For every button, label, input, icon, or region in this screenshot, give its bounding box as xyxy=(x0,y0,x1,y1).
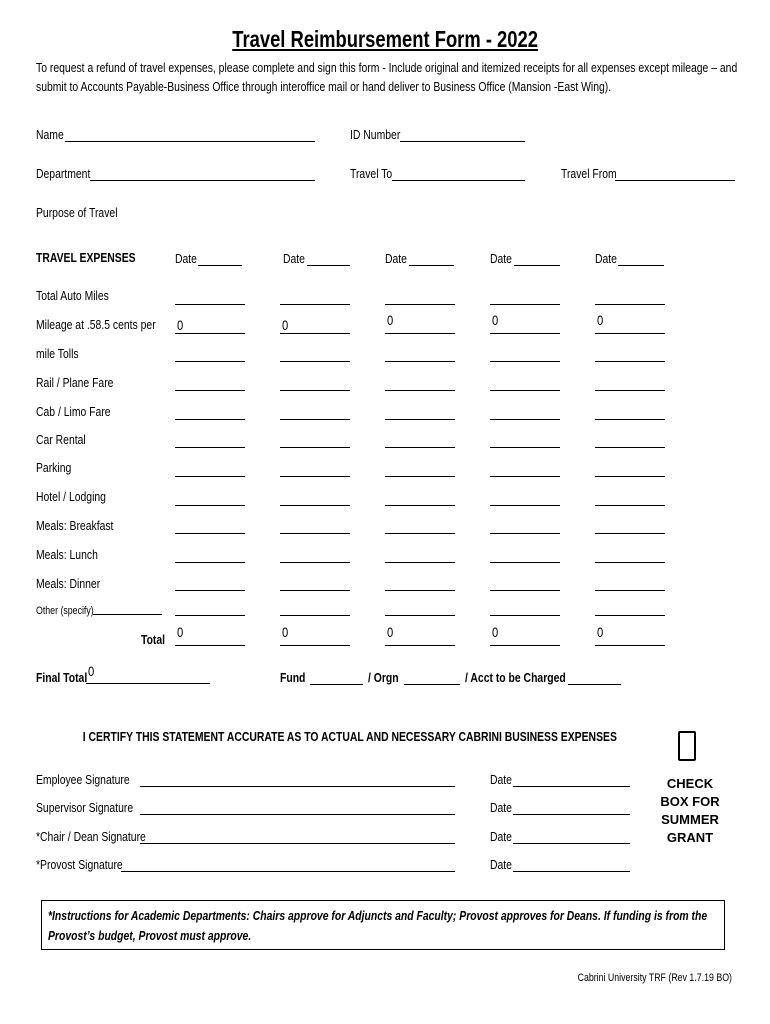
fund-field[interactable] xyxy=(310,671,363,685)
fund-label: Fund xyxy=(280,670,306,685)
travel-expenses-header: TRAVEL EXPENSES xyxy=(36,250,136,265)
intro-text-line-2: submit to Accounts Payable-Business Office through interoffice mail or hand deliver to Business Office (Mansion -East Wing). xyxy=(36,79,612,94)
expense-field-mileage-col-2[interactable]: 0 xyxy=(280,320,350,334)
expense-field-tolls-col-3[interactable] xyxy=(385,348,455,362)
row-label-meals-lunch: Meals: Lunch xyxy=(36,547,98,562)
acct-field[interactable] xyxy=(568,671,621,685)
expense-field-cab-limo-fare-col-5[interactable] xyxy=(595,406,665,420)
expense-field-total-auto-miles-col-1[interactable] xyxy=(175,291,245,305)
expense-field-tolls-col-1[interactable] xyxy=(175,348,245,362)
date-label-col-4: Date xyxy=(490,251,512,266)
row-label-car-rental: Car Rental xyxy=(36,432,86,447)
expense-field-total-auto-miles-col-5[interactable] xyxy=(595,291,665,305)
date-label-col-5: Date xyxy=(595,251,617,266)
expense-field-other-specify-col-1[interactable] xyxy=(175,602,245,616)
name-field[interactable] xyxy=(65,128,315,142)
date-field-col-1[interactable] xyxy=(198,252,242,266)
expense-field-other-specify-col-4[interactable] xyxy=(490,602,560,616)
expense-field-rail-plane-fare-col-2[interactable] xyxy=(280,377,350,391)
row-label-parking: Parking xyxy=(36,460,72,475)
expense-field-total-auto-miles-col-3[interactable] xyxy=(385,291,455,305)
expense-field-meals-dinner-col-1[interactable] xyxy=(175,577,245,591)
expense-field-cab-limo-fare-col-2[interactable] xyxy=(280,406,350,420)
total-field-col-1[interactable]: 0 xyxy=(175,632,245,646)
row-label-rail-plane-fare: Rail / Plane Fare xyxy=(36,375,114,390)
form-title: Travel Reimbursement Form - 2022 xyxy=(232,26,538,52)
chair-dean-signature-field[interactable] xyxy=(140,830,455,844)
total-field-col-4[interactable]: 0 xyxy=(490,632,560,646)
expense-field-total-auto-miles-col-4[interactable] xyxy=(490,291,560,305)
expense-field-parking-col-2[interactable] xyxy=(280,463,350,477)
date-field-col-2[interactable] xyxy=(307,252,350,266)
expense-field-meals-lunch-col-4[interactable] xyxy=(490,549,560,563)
provost-signature-field[interactable] xyxy=(121,858,455,872)
expense-field-other-specify-col-5[interactable] xyxy=(595,602,665,616)
summer-grant-label: CHECK BOX FOR SUMMER GRANT xyxy=(660,776,720,845)
expense-field-rail-plane-fare-col-5[interactable] xyxy=(595,377,665,391)
chair-dean-signature-label: *Chair / Dean Signature xyxy=(36,829,146,844)
expense-field-other-specify-col-3[interactable] xyxy=(385,602,455,616)
certification-statement: I CERTIFY THIS STATEMENT ACCURATE AS TO ACTUAL AND NECESSARY CABRINI BUSINESS EXPENSES xyxy=(82,729,618,744)
expense-field-meals-dinner-col-3[interactable] xyxy=(385,577,455,591)
supervisor-date-label: Date xyxy=(490,800,512,815)
expense-field-hotel-lodging-col-2[interactable] xyxy=(280,492,350,506)
provost-date-label: Date xyxy=(490,857,512,872)
expense-field-meals-breakfast-col-5[interactable] xyxy=(595,520,665,534)
expense-field-mileage-col-5[interactable]: 0 xyxy=(595,320,665,334)
expense-field-total-auto-miles-col-2[interactable] xyxy=(280,291,350,305)
expense-field-hotel-lodging-col-5[interactable] xyxy=(595,492,665,506)
intro-text-line-1: To request a refund of travel expenses, please complete and sign this form - Include original and itemized receipts for all expenses except mileage – and xyxy=(36,60,738,75)
acct-label: / Acct to be Charged xyxy=(465,670,566,685)
chair-dean-date-field[interactable] xyxy=(513,830,630,844)
chair-dean-date-label: Date xyxy=(490,829,512,844)
date-label-col-3: Date xyxy=(385,251,407,266)
expense-field-meals-dinner-col-2[interactable] xyxy=(280,577,350,591)
expense-field-cab-limo-fare-col-3[interactable] xyxy=(385,406,455,420)
expense-field-car-rental-col-5[interactable] xyxy=(595,434,665,448)
expense-field-car-rental-col-1[interactable] xyxy=(175,434,245,448)
other-specify-field[interactable] xyxy=(93,601,162,615)
provost-date-field[interactable] xyxy=(513,858,630,872)
expense-field-mileage-col-3[interactable]: 0 xyxy=(385,320,455,334)
expense-field-rail-plane-fare-col-4[interactable] xyxy=(490,377,560,391)
expense-field-hotel-lodging-col-1[interactable] xyxy=(175,492,245,506)
row-label-total-auto-miles: Total Auto Miles xyxy=(36,288,109,303)
total-field-col-5[interactable]: 0 xyxy=(595,632,665,646)
travel-to-label: Travel To xyxy=(350,166,393,181)
employee-date-field[interactable] xyxy=(513,773,630,787)
expense-field-meals-lunch-col-3[interactable] xyxy=(385,549,455,563)
row-label-meals-dinner: Meals: Dinner xyxy=(36,576,101,591)
expense-field-meals-dinner-col-4[interactable] xyxy=(490,577,560,591)
row-label-mileage: Mileage at .58.5 cents per xyxy=(36,317,156,332)
expense-field-meals-lunch-col-2[interactable] xyxy=(280,549,350,563)
supervisor-signature-field[interactable] xyxy=(140,801,455,815)
supervisor-signature-label: Supervisor Signature xyxy=(36,800,134,815)
expense-field-tolls-col-5[interactable] xyxy=(595,348,665,362)
purpose-label: Purpose of Travel xyxy=(36,205,118,220)
expense-field-car-rental-col-3[interactable] xyxy=(385,434,455,448)
expense-field-tolls-col-4[interactable] xyxy=(490,348,560,362)
row-label-other-specify: Other (specify) xyxy=(36,605,94,617)
expense-field-parking-col-4[interactable] xyxy=(490,463,560,477)
instructions-text: *Instructions for Academic Departments: Chairs approve for Adjuncts and Faculty; Provost approves for Deans. If funding is from the Provost’s budget, Provost must approve. xyxy=(48,908,708,943)
employee-signature-field[interactable] xyxy=(140,773,455,787)
summer-grant-checkbox[interactable] xyxy=(678,731,696,761)
expense-field-cab-limo-fare-col-4[interactable] xyxy=(490,406,560,420)
expense-field-rail-plane-fare-col-3[interactable] xyxy=(385,377,455,391)
total-label: Total xyxy=(141,632,166,647)
date-label-col-2: Date xyxy=(283,251,305,266)
expense-field-hotel-lodging-col-3[interactable] xyxy=(385,492,455,506)
orgn-label: / Orgn xyxy=(368,670,399,685)
row-label-hotel-lodging: Hotel / Lodging xyxy=(36,489,106,504)
orgn-field[interactable] xyxy=(404,671,460,685)
expense-field-hotel-lodging-col-4[interactable] xyxy=(490,492,560,506)
expense-field-rail-plane-fare-col-1[interactable] xyxy=(175,377,245,391)
expense-field-meals-lunch-col-5[interactable] xyxy=(595,549,665,563)
total-field-col-3[interactable]: 0 xyxy=(385,632,455,646)
expense-field-parking-col-5[interactable] xyxy=(595,463,665,477)
date-label-col-1: Date xyxy=(175,251,197,266)
footer-revision: Cabrini University TRF (Rev 1.7.19 BO) xyxy=(577,972,732,984)
department-label: Department xyxy=(36,166,91,181)
final-total-label: Final Total xyxy=(36,670,88,685)
expense-field-meals-breakfast-col-4[interactable] xyxy=(490,520,560,534)
instructions-box xyxy=(41,900,725,950)
expense-field-meals-breakfast-col-1[interactable] xyxy=(175,520,245,534)
expense-field-parking-col-3[interactable] xyxy=(385,463,455,477)
travel-from-label: Travel From xyxy=(561,166,617,181)
expense-field-cab-limo-fare-col-1[interactable] xyxy=(175,406,245,420)
department-field[interactable] xyxy=(90,167,315,181)
provost-signature-label: *Provost Signature xyxy=(36,857,123,872)
name-label: Name xyxy=(36,127,64,142)
row-label-meals-breakfast: Meals: Breakfast xyxy=(36,518,114,533)
date-field-col-4[interactable] xyxy=(514,252,560,266)
expense-field-meals-breakfast-col-3[interactable] xyxy=(385,520,455,534)
expense-field-car-rental-col-2[interactable] xyxy=(280,434,350,448)
row-label-cab-limo-fare: Cab / Limo Fare xyxy=(36,404,111,419)
travel-from-field[interactable] xyxy=(615,167,735,181)
date-field-col-5[interactable] xyxy=(618,252,664,266)
expense-field-meals-lunch-col-1[interactable] xyxy=(175,549,245,563)
employee-signature-label: Employee Signature xyxy=(36,772,130,787)
supervisor-date-field[interactable] xyxy=(513,801,630,815)
expense-field-meals-breakfast-col-2[interactable] xyxy=(280,520,350,534)
expense-field-other-specify-col-2[interactable] xyxy=(280,602,350,616)
expense-field-mileage-col-1[interactable]: 0 xyxy=(175,320,245,334)
expense-field-parking-col-1[interactable] xyxy=(175,463,245,477)
expense-field-meals-dinner-col-5[interactable] xyxy=(595,577,665,591)
expense-field-car-rental-col-4[interactable] xyxy=(490,434,560,448)
employee-date-label: Date xyxy=(490,772,512,787)
date-field-col-3[interactable] xyxy=(409,252,454,266)
id-number-label: ID Number xyxy=(350,127,401,142)
travel-to-field[interactable] xyxy=(392,167,525,181)
expense-field-mileage-col-4[interactable]: 0 xyxy=(490,320,560,334)
total-field-col-2[interactable]: 0 xyxy=(280,632,350,646)
expense-field-tolls-col-2[interactable] xyxy=(280,348,350,362)
row-label-tolls: mile Tolls xyxy=(36,346,79,361)
id-number-field[interactable] xyxy=(400,128,525,142)
final-total-field[interactable]: 0 xyxy=(86,670,210,684)
